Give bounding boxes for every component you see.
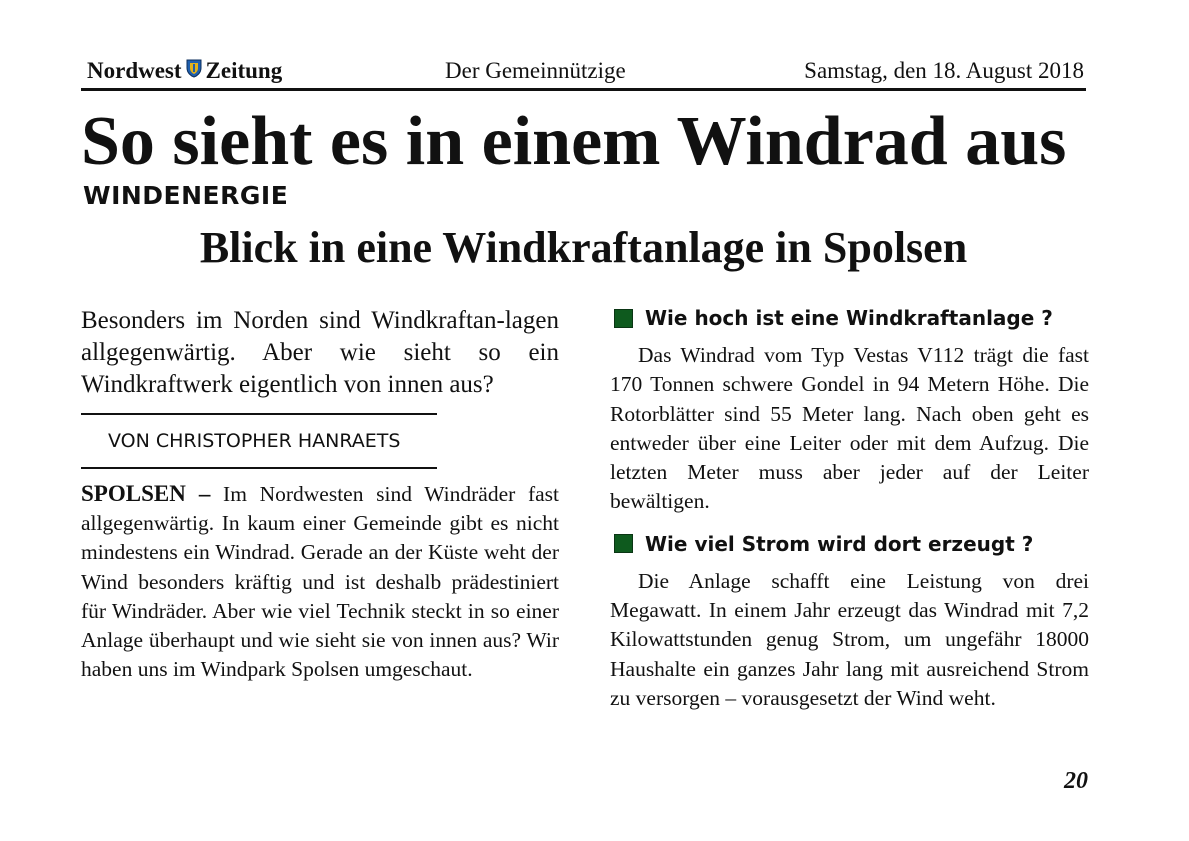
brand-name-right: Zeitung	[205, 58, 283, 83]
body-paragraph	[81, 479, 559, 684]
kicker: WINDENERGIE	[83, 181, 289, 210]
question-text: Wie viel Strom wird dort erzeugt ?	[645, 531, 1034, 556]
right-column	[610, 301, 1089, 713]
body-text: Im Nordwesten sind Windräder fast allgegenwärtig. In kaum einer Gemeinde gibt es nicht mindestens ein Windrad. Gerade an der Küste weht der Wind besonders kräftig und ist deshalb prädestiniert für Windräder. Aber wie viel Technik steckt in so einer Anlage überhaupt und wie sieht sie von innen aus? Wir haben uns im Windpark Spolsen umgeschaut.	[81, 482, 560, 682]
answer-paragraph: Die Anlage schafft eine Leistung von drei Megawatt. In einem Jahr erzeugt das Windrad mit 7,2 Kilowattstunden genug Strom, um ungefähr 18000 Haushalte ein ganzes Jahr lang mit ausreichend Strom zu versorgen – vorausgesetzt der Wind weht.	[610, 568, 1089, 710]
square-bullet-icon	[614, 534, 633, 553]
square-bullet-icon	[614, 309, 633, 328]
qa-block	[610, 527, 1089, 713]
coat-of-arms-icon	[186, 58, 202, 84]
byline: VON CHRISTOPHER HANRAETS	[108, 430, 401, 452]
edition-name: Der Gemeinnützige	[445, 58, 626, 83]
masthead-rule	[81, 88, 1086, 91]
subheadline: Blick in eine Windkraftanlage in Spolsen	[199, 223, 968, 272]
newspaper-logo	[87, 58, 282, 84]
headline: So sieht es in einem Windrad aus	[81, 103, 1067, 180]
masthead	[81, 58, 1086, 88]
question-heading	[610, 301, 1089, 335]
page-number: 20	[1064, 768, 1088, 794]
question-text: Wie hoch ist eine Windkraftanlage ?	[645, 306, 1053, 330]
left-column	[81, 305, 559, 684]
issue-date: Samstag, den 18. August 2018	[804, 58, 1084, 83]
dateline: SPOLSEN –	[81, 481, 211, 506]
lead-paragraph: Besonders im Norden sind Windkraftan-lagen allgegenwärtig. Aber wie sieht so ein Windkraftwerk eigentlich von innen aus?	[81, 307, 559, 398]
answer-paragraph: Das Windrad vom Typ Vestas V112 trägt die fast 170 Tonnen schwere Gondel in 94 Metern Höhe. Die Rotorblätter sind 55 Meter lang. Nach oben geht es entweder über eine Leiter oder mit dem Aufzug. Die letzten Meter muss aber jeder auf der Leiter bewältigen.	[610, 343, 1089, 514]
brand-name-left: Nordwest	[87, 58, 182, 83]
qa-block	[610, 301, 1089, 517]
newspaper-page	[81, 0, 1089, 841]
question-heading	[610, 527, 1089, 561]
